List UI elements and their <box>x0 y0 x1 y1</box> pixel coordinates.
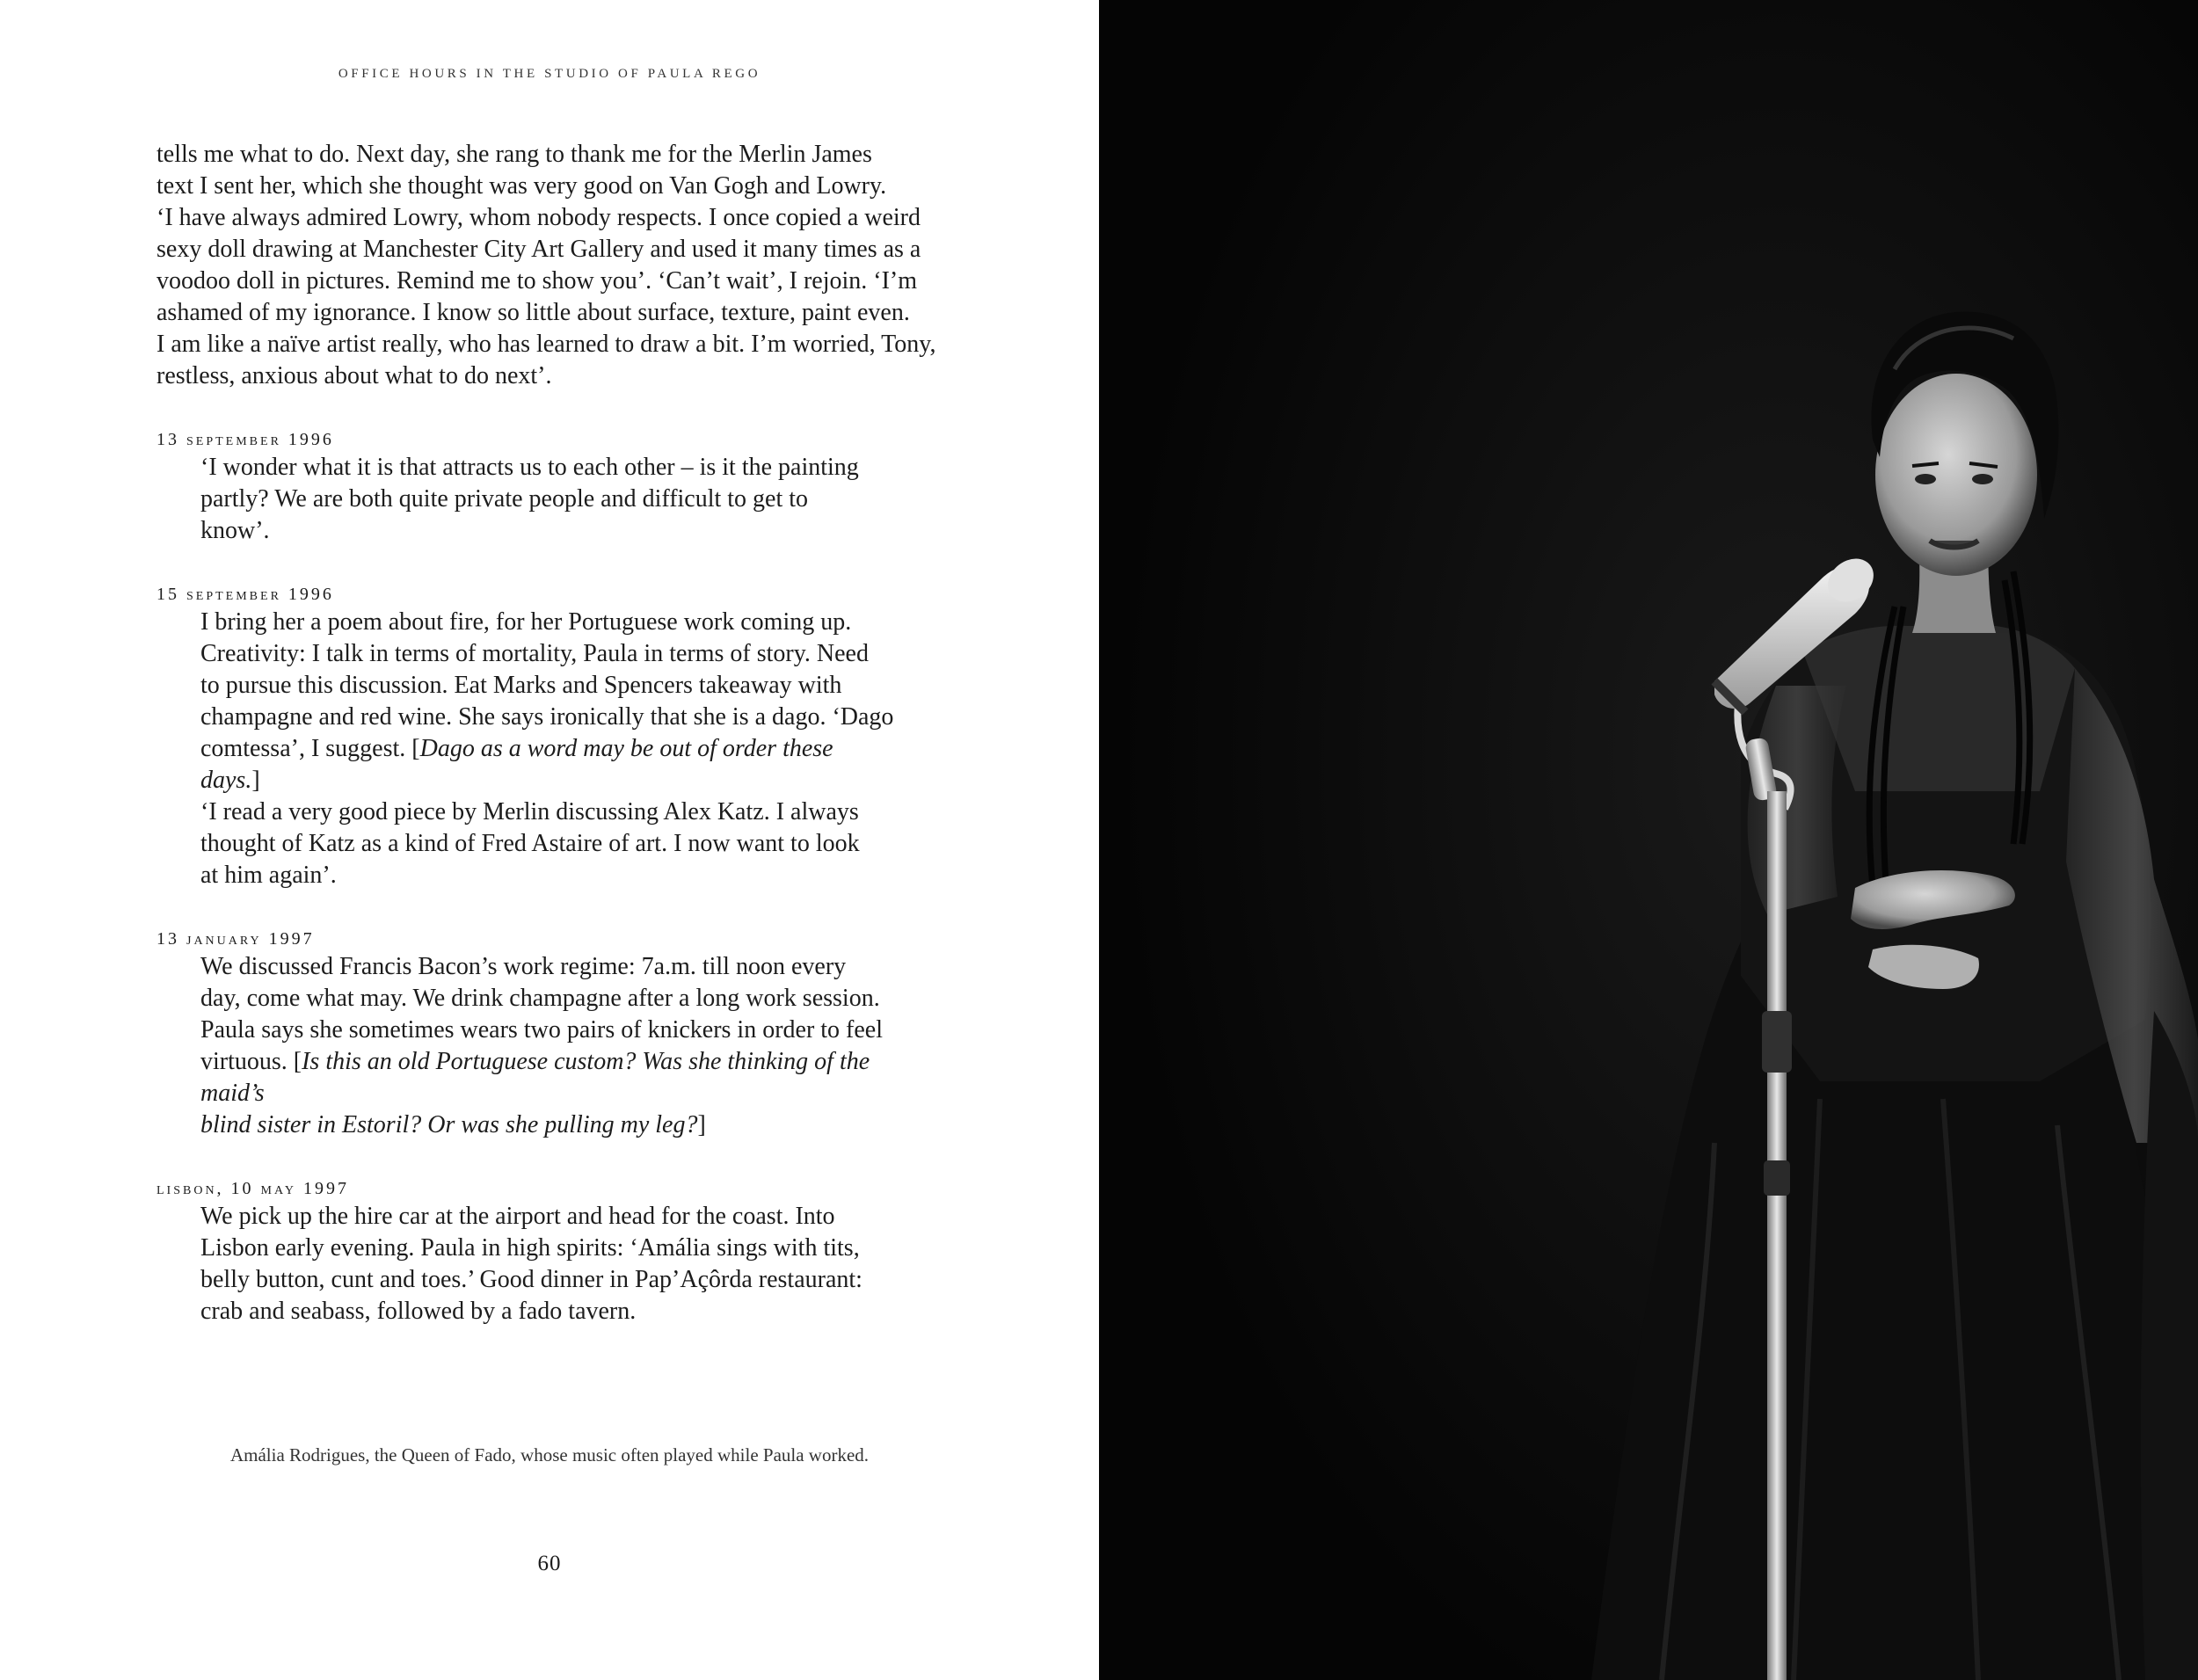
intro-paragraph <box>156 139 943 392</box>
entry-date: 13 january 1997 <box>156 929 315 949</box>
running-head: OFFICE HOURS IN THE STUDIO OF PAULA REGO <box>338 67 761 81</box>
text-line: text I sent her, which she thought was very good on Van Gogh and Lowry. <box>156 172 887 200</box>
text-line: crab and seabass, followed by a fado tavern. <box>200 1298 637 1325</box>
text-line: at him again’. <box>200 862 337 889</box>
text-line: day, come what may. We drink champagne after a long work session. <box>200 985 880 1012</box>
text-line <box>200 1046 895 1109</box>
entry-body <box>200 1201 895 1327</box>
editorial-note: blind sister in Estoril? Or was she pulling my leg? <box>200 1111 698 1138</box>
diary-entry <box>156 582 943 891</box>
text-line: restless, anxious about what to do next’. <box>156 362 552 389</box>
text-line <box>200 1109 895 1141</box>
text-line: ashamed of my ignorance. I know so little about surface, texture, paint even. <box>156 299 910 326</box>
text-line <box>200 733 895 796</box>
roman-text: virtuous. [ <box>200 1048 302 1075</box>
text-line: ‘I wonder what it is that attracts us to each other – is it the painting <box>200 454 859 481</box>
text-line: sexy doll drawing at Manchester City Art Gallery and used it many times as a <box>156 236 921 263</box>
text-line: I am like a naïve artist really, who has learned to draw a bit. I’m worried, Tony, <box>156 331 936 358</box>
diary-entry <box>156 927 943 1141</box>
text-line: partly? We are both quite private people and difficult to get to <box>200 485 809 513</box>
body-text <box>156 139 943 1327</box>
text-line: thought of Katz as a kind of Fred Astaire of art. I now want to look <box>200 830 860 857</box>
page-number: 60 <box>537 1552 562 1575</box>
photograph <box>1099 0 2198 1680</box>
entry-body <box>200 452 895 547</box>
diary-entry <box>156 1176 943 1327</box>
text-line: know’. <box>200 517 270 544</box>
text-line: ‘I have always admired Lowry, whom nobody respects. I once copied a weird <box>156 204 921 231</box>
text-line: champagne and red wine. She says ironically that she is a dago. ‘Dago <box>200 703 894 731</box>
singer-photo-illustration <box>1099 0 2198 1680</box>
audience-shadow <box>2141 1011 2198 1680</box>
entry-date: 13 september 1996 <box>156 430 334 449</box>
text-line: Paula says she sometimes wears two pairs of knickers in order to feel <box>200 1016 884 1044</box>
text-line: I bring her a poem about fire, for her Portuguese work coming up. <box>200 608 852 636</box>
editorial-note: Is this an old Portuguese custom? Was she thinking of the maid’s <box>200 1048 870 1107</box>
entry-date: lisbon, 10 may 1997 <box>156 1179 349 1198</box>
text-line: tells me what to do. Next day, she rang to thank me for the Merlin James <box>156 141 872 168</box>
roman-text: comtessa’, I suggest. [ <box>200 735 420 762</box>
bracket-close: ] <box>251 767 260 794</box>
text-line: Creativity: I talk in terms of mortality, Paula in terms of story. Need <box>200 640 869 667</box>
bracket-close: ] <box>697 1111 706 1138</box>
text-line: ‘I read a very good piece by Merlin discussing Alex Katz. I always <box>200 798 859 825</box>
text-line: voodoo doll in pictures. Remind me to show you’. ‘Can’t wait’, I rejoin. ‘I’m <box>156 267 918 295</box>
entry-body <box>200 951 895 1141</box>
text-line: to pursue this discussion. Eat Marks and Spencers takeaway with <box>200 672 842 699</box>
text-line: We discussed Francis Bacon’s work regime: 7a.m. till noon every <box>200 953 847 980</box>
text-line: belly button, cunt and toes.’ Good dinner in Pap’Açôrda restaurant: <box>200 1266 862 1293</box>
text-line: Lisbon early evening. Paula in high spirits: ‘Amália sings with tits, <box>200 1234 860 1262</box>
entry-date: 15 september 1996 <box>156 585 334 604</box>
text-line: We pick up the hire car at the airport and head for the coast. Into <box>200 1203 835 1230</box>
entry-body <box>200 607 895 891</box>
photo-caption: Amália Rodrigues, the Queen of Fado, whose music often played while Paula worked. <box>229 1444 870 1465</box>
diary-entry <box>156 427 943 547</box>
editorial-note: Dago as a word may be out of order these days. <box>200 735 833 794</box>
